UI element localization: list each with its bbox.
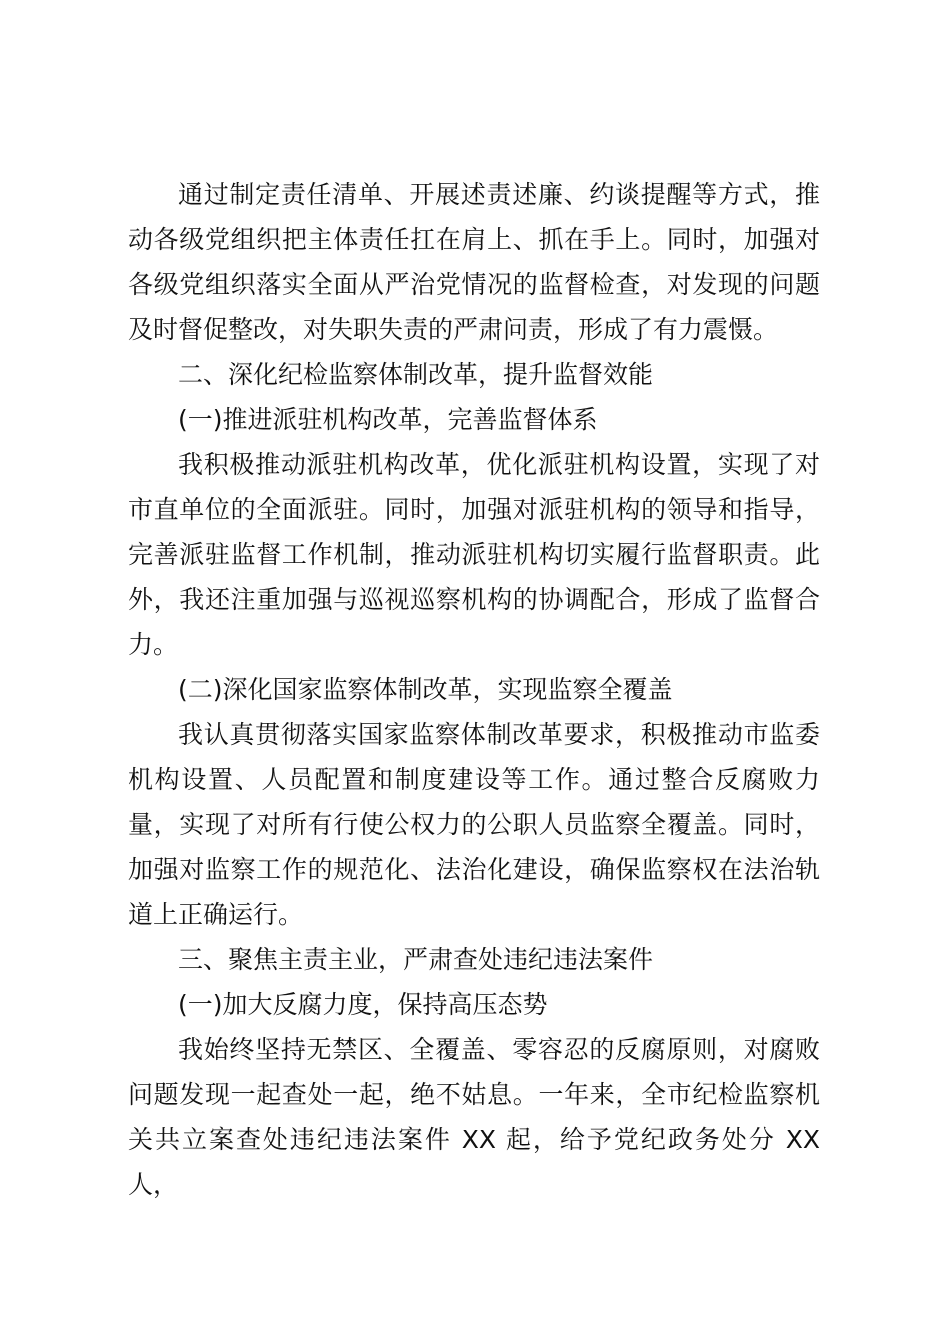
subsection-heading-3-1: (一)加大反腐力度，保持高压态势 — [178, 990, 548, 1019]
subsection-heading-2-1: (一)推进派驻机构改革，完善监督体系 — [178, 405, 598, 434]
document-body — [128, 172, 820, 1207]
paragraph-dispatched-agencies: 我积极推动派驻机构改革，优化派驻机构设置，实现了对市直单位的全面派驻。同时，加强对派驻机构的领导和指导，完善派驻监督工作机制，推动派驻机构切实履行监督职责。此外，我还注重加强与巡视巡察机构的协调配合，形成了监督合力。 — [128, 450, 820, 659]
section-heading-2: 二、深化纪检监察体制改革，提升监督效能 — [178, 360, 654, 389]
paragraph-anti-corruption: 我始终坚持无禁区、全覆盖、零容忍的反腐原则，对腐败问题发现一起查处一起，绝不姑息。一年来，全市纪检监察机关共立案查处违纪违法案件 XX 起，给予党纪政务处分 XX 人， — [128, 1035, 820, 1199]
paragraph-responsibility: 通过制定责任清单、开展述责述廉、约谈提醒等方式，推动各级党组织把主体责任扛在肩上、抓在手上。同时，加强对各级党组织落实全面从严治党情况的监督检查，对发现的问题及时督促整改，对失职失责的严肃问责，形成了有力震慑。 — [128, 180, 820, 344]
section-heading-3: 三、聚焦主责主业，严肃查处违纪违法案件 — [178, 945, 654, 974]
subsection-heading-2-2: (二)深化国家监察体制改革，实现监察全覆盖 — [178, 675, 673, 704]
paragraph-supervision-reform: 我认真贯彻落实国家监察体制改革要求，积极推动市监委机构设置、人员配置和制度建设等工作。通过整合反腐败力量，实现了对所有行使公权力的公职人员监察全覆盖。同时，加强对监察工作的规范化、法治化建设，确保监察权在法治轨道上正确运行。 — [128, 720, 820, 929]
